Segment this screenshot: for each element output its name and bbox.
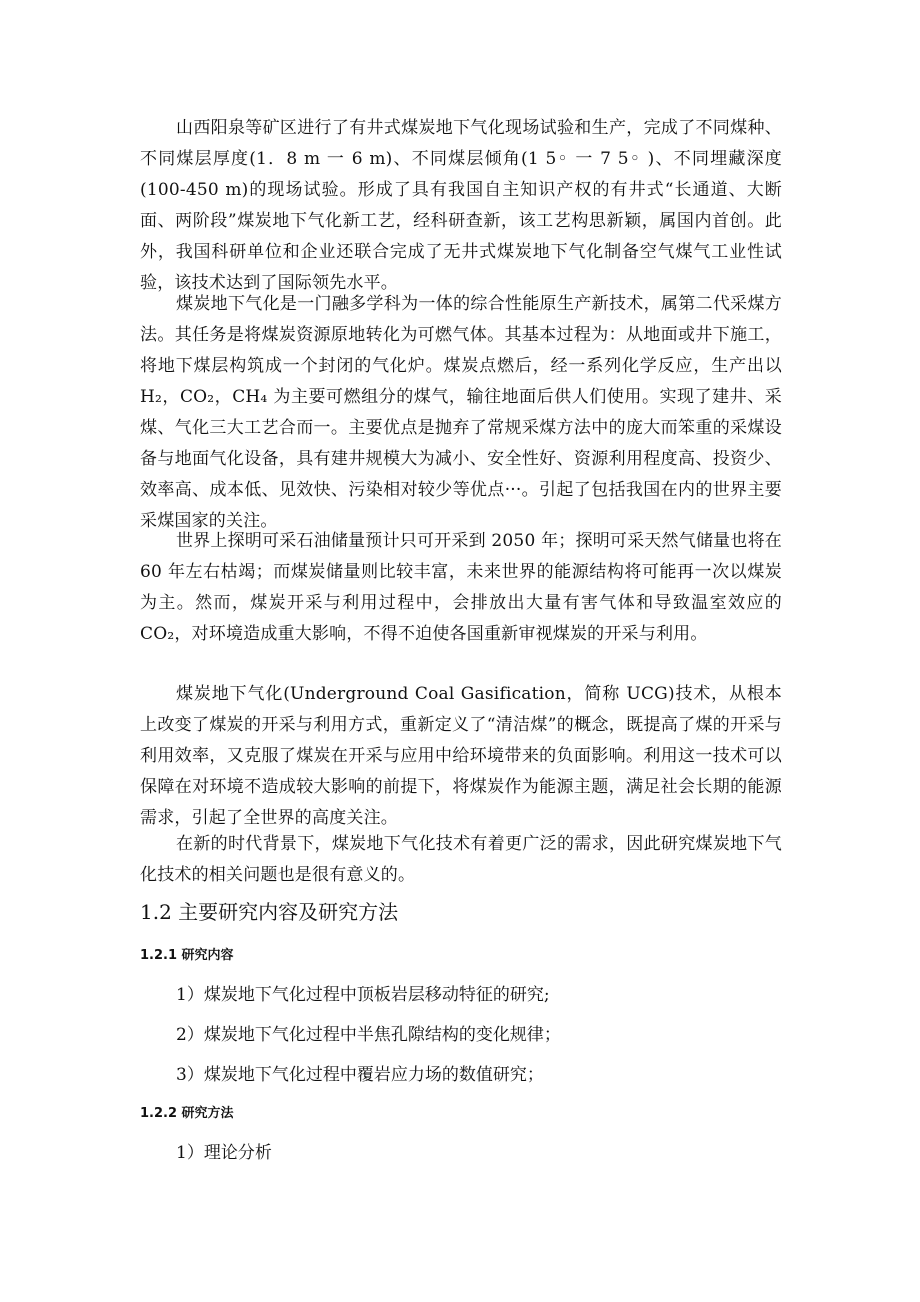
subsection-heading-content: 1.2.1 研究内容 [140, 948, 234, 963]
paragraph-energy-reserves: 世界上探明可采石油储量预计只可开采到 2050 年；探明可采天然气储量也将在 60 年左右枯竭；而煤炭储量则比较丰富，未来世界的能源结构将可能再一次以煤炭为主。然而，煤炭开采与利用过程中，会排放出大量有害气体和导致温室效应的 CO₂，对环境造成重大影响，不得不迫使各国重新审视煤炭的开采与利用。 [140, 531, 782, 644]
paragraph-ucg-definition: 煤炭地下气化是一门融多学科为一体的综合性能原生产新技术，属第二代采煤方法。其任务是将煤炭资源原地转化为可燃气体。其基本过程为：从地面或井下施工，将地下煤层构筑成一个封闭的气化炉。煤炭点燃后，经一系列化学反应，生产出以 H₂，CO₂，CH₄ 为主要可燃组分的煤气，输往地面后供人们使用。实现了建井、采煤、气化三大工艺合而一。主要优点是抛弃了常规采煤方法中的庞大而笨重的采煤设备与地面气化设备，具有建井规模大为减小、安全性好、资源利用程度高、投资少、效率高、成本低、见效快、污染相对较少等优点···。引起了包括我国在内的世界主要采煤国家的关注。 [140, 294, 782, 531]
paragraph-yangquan-trials: 山西阳泉等矿区进行了有井式煤炭地下气化现场试验和生产，完成了不同煤种、不同煤层厚度(1．8 m 一 6 m)、不同煤层倾角(1 5◦ 一 7 5◦ )、不同埋藏深度(100-450 m)的现场试验。形成了具有我国自主知识产权的有井式“长通道、大断面、两阶段”煤炭地下气化新工艺，经科研查新，该工艺构思新颖，属国内首创。此外，我国科研单位和企业还联合完成了无井式煤炭地下气化制备空气煤气工业性试验，该技术达到了国际领先水平。 [140, 118, 782, 293]
list-item: 1）理论分析 [176, 1143, 272, 1163]
list-item: 3）煤炭地下气化过程中覆岩应力场的数值研究； [176, 1065, 544, 1085]
paragraph-ucg-significance: 煤炭地下气化(Underground Coal Gasification，简称 UCG)技术，从根本上改变了煤炭的开采与利用方式，重新定义了“清洁煤”的概念，既提高了煤的开采与利用效率，又克服了煤炭在开采与应用中给环境带来的负面影响。利用这一技术可以保障在对环境不造成较大影响的前提下，将煤炭作为能源主题，满足社会长期的能源需求，引起了全世界的高度关注。 [140, 684, 782, 828]
section-heading: 1.2 主要研究内容及研究方法 [140, 900, 399, 924]
list-item: 2）煤炭地下气化过程中半焦孔隙结构的变化规律； [176, 1025, 561, 1045]
subsection-heading-methods: 1.2.2 研究方法 [140, 1106, 234, 1121]
paragraph-research-significance: 在新的时代背景下，煤炭地下气化技术有着更广泛的需求，因此研究煤炭地下气化技术的相关问题也是很有意义的。 [140, 834, 782, 885]
list-item: 1）煤炭地下气化过程中顶板岩层移动特征的研究; [176, 985, 550, 1005]
